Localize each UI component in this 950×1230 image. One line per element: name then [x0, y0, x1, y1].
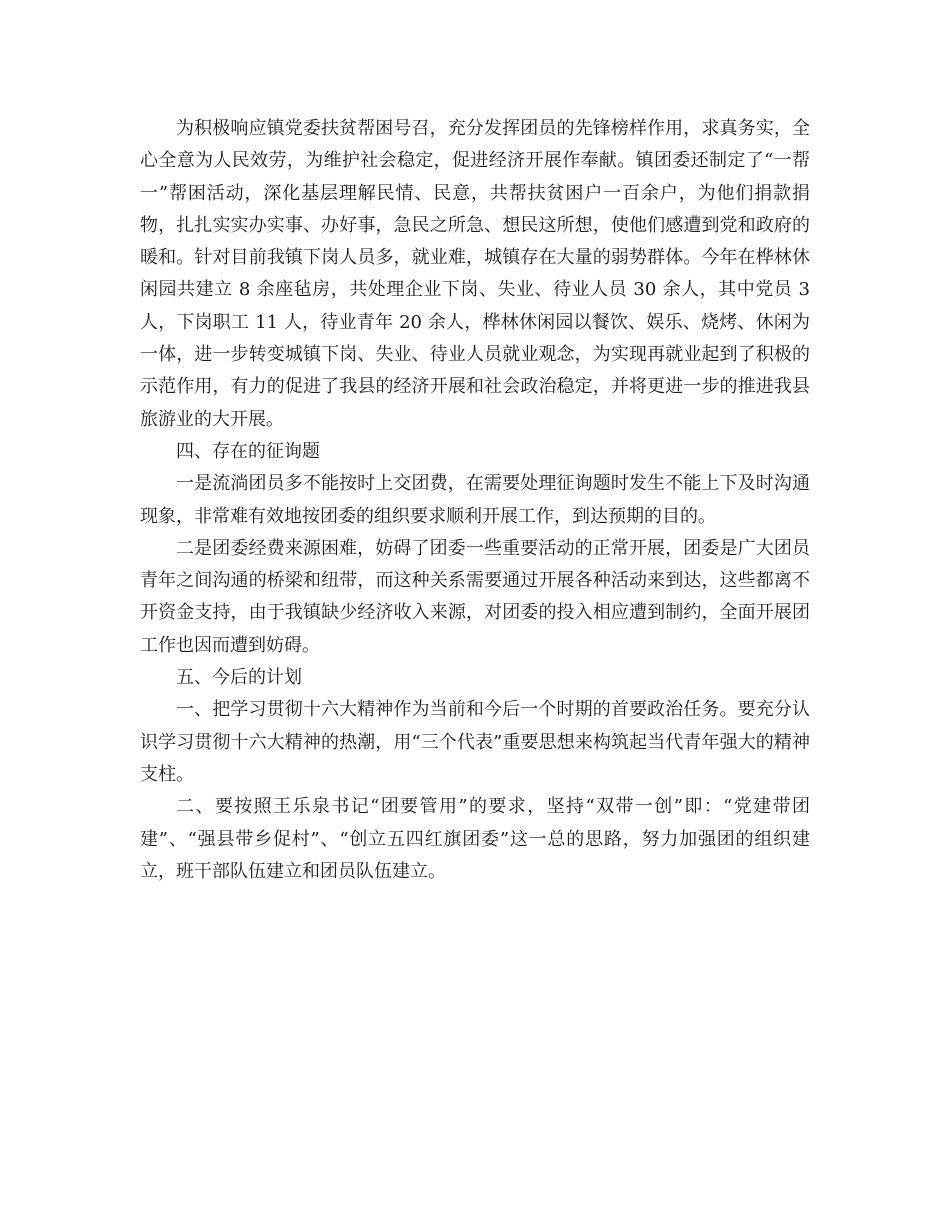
paragraph-poverty-relief: 为积极响应镇党委扶贫帮困号召，充分发挥团员的先锋榜样作用，求真务实，全心全意为人民效劳，为维护社会稳定，促进经济开展作奉献。镇团委还制定了“一帮一”帮困活动，深化基层理解民情、民意，共帮扶贫困户一百余户，为他们捐款捐物，扎扎实实办实事、办好事，急民之所急、想民这所想，使他们感遭到党和政府的暖和。针对目前我镇下岗人员多，就业难，城镇存在大量的弱势群体。今年在桦林休闲园共建立 8 余座毡房，共处理企业下岗、失业、待业人员 30 余人，其中党员 3 人，下岗职工 11 人，待业青年 20 余人，桦林休闲园以餐饮、娱乐、烧烤、休闲为一体，进一步转变城镇下岗、失业、待业人员就业观念，为实现再就业起到了积极的示范作用，有力的促进了我县的经济开展和社会政治稳定，并将更进一步的推进我县旅游业的大开展。 — [140, 118, 810, 430]
section-heading-existing-problems: 四、存在的征询题 — [176, 440, 320, 462]
document-body — [140, 113, 810, 888]
paragraph-problem-one: 一是流淌团员多不能按时上交团费，在需要处理征询题时发生不能上下及时沟通现象，非常难有效地按团委的组织要求顺利开展工作，到达预期的目的。 — [140, 473, 810, 527]
section-heading-future-plan: 五、今后的计划 — [176, 667, 302, 689]
paragraph-problem-two: 二是团委经费来源困难，妨碍了团委一些重要活动的正常开展，团委是广大团员青年之间沟通的桥梁和纽带，而这种关系需要通过开展各种活动来到达，这些都离不开资金支持，由于我镇缺少经济收入来源，对团委的投入相应遭到制约，全面开展团工作也因而遭到妨碍。 — [140, 537, 810, 656]
paragraph-plan-two: 二、要按照王乐泉书记“团要管用”的要求，坚持“双带一创”即：“党建带团建”、“强县带乡促村”、“创立五四红旗团委”这一总的思路，努力加强团的组织建立，班干部队伍建立和团员队伍建立。 — [140, 796, 810, 882]
paragraph-plan-one: 一、把学习贯彻十六大精神作为当前和今后一个时期的首要政治任务。要充分认识学习贯彻十六大精神的热潮，用“三个代表”重要思想来构筑起当代青年强大的精神支柱。 — [140, 699, 810, 785]
